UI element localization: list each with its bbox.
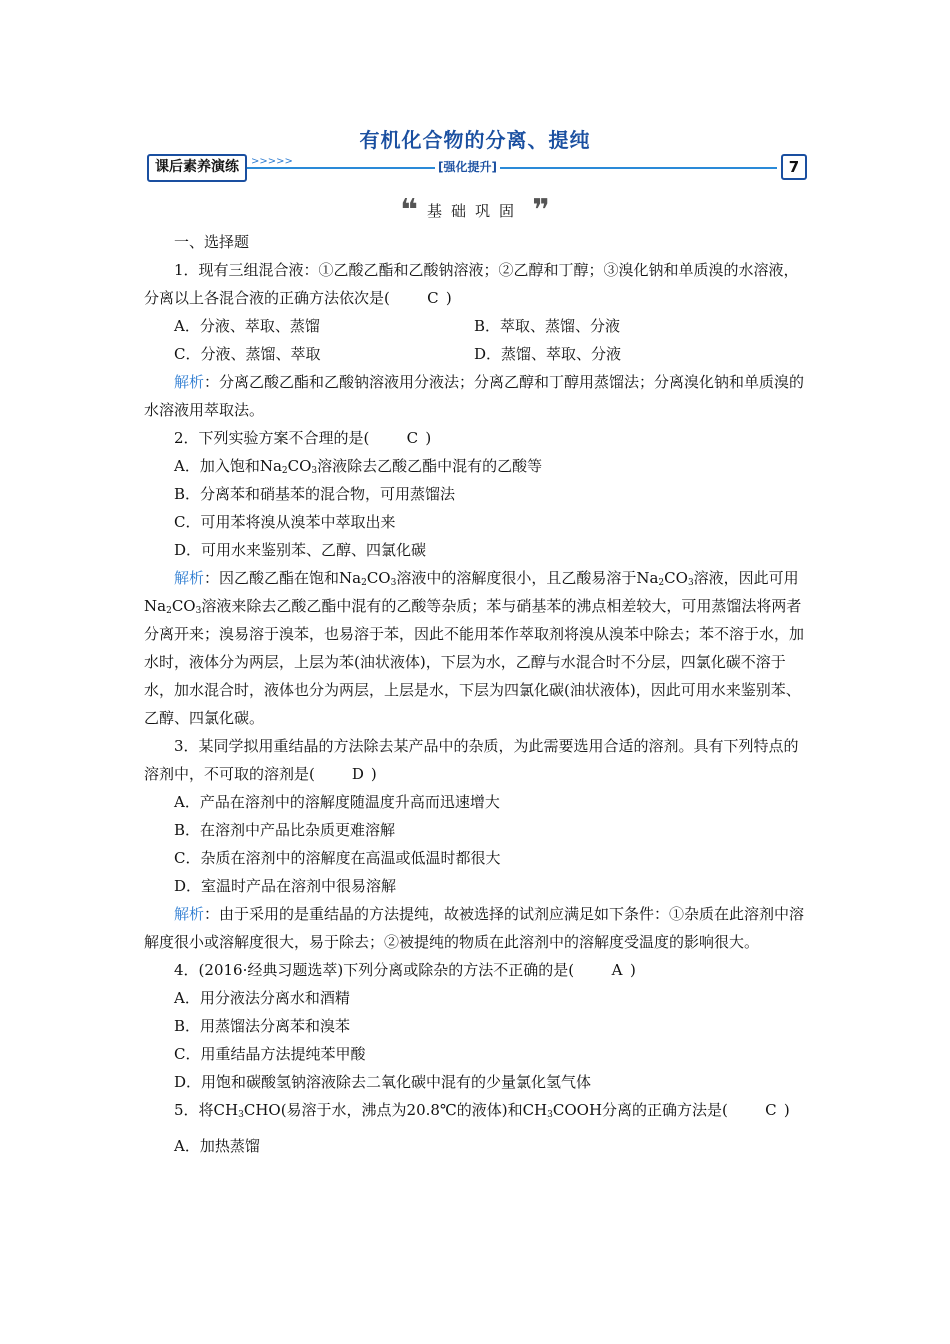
answer: D	[351, 765, 364, 783]
banner-middle-label: [强化提升]	[435, 158, 500, 175]
subscript: 2	[658, 578, 665, 588]
option: D．室温时产品在溶剂中很易溶解	[174, 877, 397, 895]
option: B．萃取、蒸馏、分液	[474, 317, 621, 335]
explanation-text: ：由于采用的是重结晶的方法提纯，故被选择的试剂应满足如下条件：①杂质在此溶剂中溶解度很小或溶解度很大，易于除去；②被提纯的物质在此溶剂中的溶解度受温度的影响很大。	[144, 905, 805, 951]
formula-part: CO	[171, 597, 196, 615]
option: C．用重结晶方法提纯苯甲酸	[174, 1045, 366, 1063]
explanation	[144, 564, 808, 732]
option-text: 溶液除去乙酸乙酯中混有的乙酸等	[317, 457, 543, 475]
explanation-text: 溶液中的溶解度很小，且乙酸易溶于Na	[396, 569, 659, 587]
option: C．杂质在溶剂中的溶解度在高温或低温时都很大	[174, 849, 501, 867]
explanation	[144, 900, 808, 956]
answer: C	[406, 429, 419, 447]
paren-close: )	[425, 429, 432, 447]
question-stem: 1．现有三组混合液：①乙酸乙酯和乙酸钠溶液；②乙醇和丁醇；③溴化钠和单质溴的水溶液，分离以上各混合液的正确方法依次是(	[144, 261, 799, 307]
close-quote-icon: ❞	[532, 192, 550, 228]
explanation-text: 溶液，因此可用Na	[144, 569, 799, 615]
question-5	[144, 1096, 808, 1124]
banner-arrows: >>>>>	[251, 156, 293, 167]
explanation	[144, 368, 808, 424]
section-banner	[147, 154, 807, 180]
question-1	[144, 256, 808, 312]
banner-tag: 课后素养演练	[147, 154, 247, 182]
subscript: 2	[281, 466, 288, 476]
option: A．用分液法分离水和酒精	[174, 989, 350, 1007]
option: B．在溶剂中产品比杂质更难溶解	[174, 821, 396, 839]
page-title: 有机化合物的分离、提纯	[359, 128, 591, 152]
question-4	[144, 956, 808, 984]
explanation-text: ：分离乙酸乙酯和乙酸钠溶液用分液法；分离乙醇和丁醇用蒸馏法；分离溴化钠和单质溴的水溶液用萃取法。	[144, 373, 805, 419]
options-row	[144, 312, 808, 340]
option: D．可用水来鉴别苯、乙醇、四氯化碳	[174, 541, 427, 559]
section-heading	[0, 192, 950, 228]
explanation-label: 解析	[174, 373, 205, 391]
option-text: A．加入饱和Na	[174, 457, 282, 475]
question-2	[144, 424, 808, 452]
banner-number: 7	[781, 154, 807, 180]
question-3	[144, 732, 808, 788]
option: D．用饱和碳酸氢钠溶液除去二氧化碳中混有的少量氯化氢气体	[174, 1073, 592, 1091]
explanation-label: 解析	[174, 905, 205, 923]
subscript: 3	[390, 578, 397, 588]
paren-close: )	[370, 765, 377, 783]
paren-close: )	[445, 289, 452, 307]
options-row	[144, 340, 808, 368]
formula-part: CO	[366, 569, 391, 587]
question-stem: CHO(易溶于水，沸点为20.8℃的液体)和CH	[243, 1101, 548, 1119]
answer: C	[765, 1101, 777, 1119]
explanation-text: ：因乙酸乙酯在饱和Na	[204, 569, 362, 587]
explanation-text: 溶液来除去乙酸乙酯中混有的乙酸等杂质；苯与硝基苯的沸点相差较大，可用蒸馏法将两者分离开来；溴易溶于溴苯，也易溶于苯，因此不能用苯作萃取剂将溴从溴苯中除去；苯不溶于水，加水时，液体分为两层，上层为苯(油状液体)，下层为水，乙醇与水混合时不分层，四氯化碳不溶于水，加水混合时，液体也分为两层，上层是水，下层为四氯化碳(油状液体)，因此可用水来鉴别苯、乙醇、四氯化碳。	[144, 597, 805, 727]
subscript: 3	[311, 466, 318, 476]
section-label: 一、选择题	[174, 233, 250, 251]
subscript: 3	[238, 1110, 244, 1120]
subscript: 3	[195, 606, 202, 616]
option: D．蒸馏、萃取、分液	[474, 345, 622, 363]
option: A．加热蒸馏	[174, 1137, 260, 1155]
option: B．用蒸馏法分离苯和溴苯	[174, 1017, 351, 1035]
subscript: 3	[687, 578, 694, 588]
explanation-label: 解析	[174, 569, 205, 587]
document-body	[144, 228, 808, 1160]
option: C．可用苯将溴从溴苯中萃取出来	[174, 513, 396, 531]
option: C．分液、蒸馏、萃取	[174, 345, 321, 363]
option	[144, 452, 808, 480]
paren-close: )	[783, 1101, 790, 1119]
question-stem: 3．某同学拟用重结晶的方法除去某产品中的杂质，为此需要选用合适的溶剂。具有下列特点的溶剂中，不可取的溶剂是(	[144, 737, 799, 783]
question-stem: 5．将CH	[174, 1101, 239, 1119]
question-stem: COOH分离的正确方法是(	[552, 1101, 728, 1119]
section-heading-text: 基础巩固	[426, 202, 523, 220]
answer: C	[427, 289, 439, 307]
subscript: 2	[166, 606, 172, 616]
formula-part: CO	[287, 457, 312, 475]
option: A．产品在溶剂中的溶解度随温度升高而迅速增大	[174, 793, 500, 811]
option: A．分液、萃取、蒸馏	[174, 317, 320, 335]
formula-part: CO	[664, 569, 688, 587]
answer: A	[611, 961, 623, 979]
question-stem: 4．(2016·经典习题选萃)下列分离或除杂的方法不正确的是(	[174, 961, 575, 979]
banner-divider	[247, 167, 777, 169]
subscript: 2	[361, 578, 367, 588]
subscript: 3	[547, 1110, 553, 1120]
option: B．分离苯和硝基苯的混合物，可用蒸馏法	[174, 485, 456, 503]
question-stem: 2．下列实验方案不合理的是(	[174, 429, 370, 447]
paren-close: )	[630, 961, 636, 979]
open-quote-icon: ❝	[400, 192, 418, 228]
